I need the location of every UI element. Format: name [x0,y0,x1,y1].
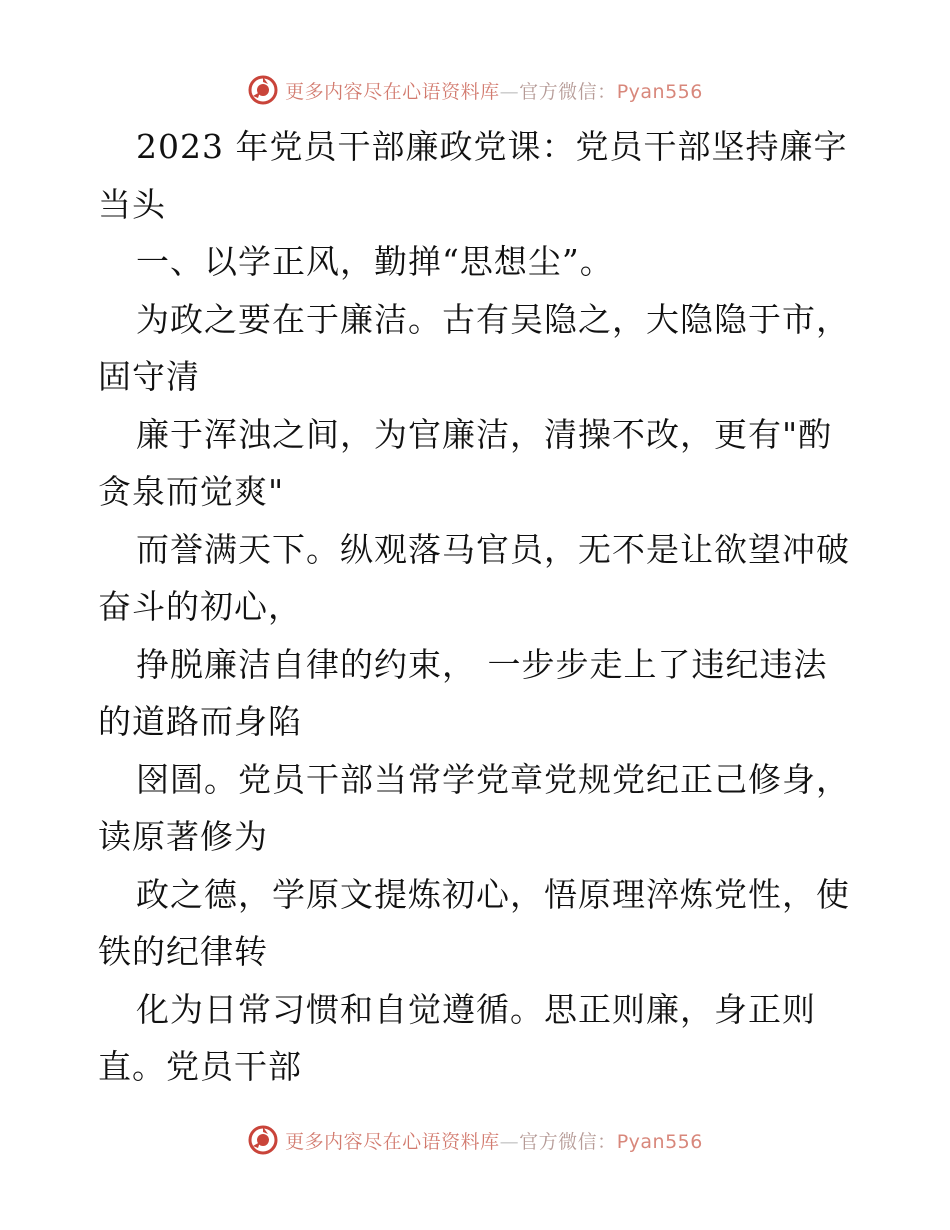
banner-wechat-id: Pyan556 [616,1130,703,1153]
text-line: 挣脱廉洁自律的约束， 一步步走上了违纪违法 [136,644,828,684]
text-line: 而誉满天下。纵观落马官员，无不是让欲望冲破 [136,529,850,569]
text-line: 读原著修为 [98,817,268,856]
doc-title-line-1: 2023 年党员干部廉政党课：党员干部坚持廉字 [136,127,848,166]
doc-title-line-2: 当头 [98,184,166,224]
text-line: 贪泉而觉爽" [98,472,285,511]
document-body [98,118,858,1096]
banner-main-text: 更多内容尽在心语资料库 [285,80,500,103]
text-line: 化为日常习惯和自觉遵循。思正则廉，身正则 [136,989,816,1029]
text-line: 直。党员干部 [98,1047,302,1086]
text-line: 廉于浑浊之间，为官廉洁，清操不改，更有"酌 [136,414,833,454]
header-banner [0,70,950,110]
seal-logo-icon [247,74,279,106]
text-line: 为政之要在于廉洁。古有吴隐之，大隐隐于市， [136,299,850,339]
text-line: 政之德，学原文提炼初心，悟原理淬炼党性，使 [136,874,850,914]
banner-separator: — [499,1130,520,1153]
section-heading: 一、以学正风，勤掸“思想尘”。 [136,242,614,281]
banner-wechat-id: Pyan556 [616,80,703,103]
banner-main-text: 更多内容尽在心语资料库 [285,1130,500,1153]
text-line: 固守清 [98,357,200,396]
banner-text [285,1127,703,1154]
text-line: 铁的纪律转 [98,932,268,971]
banner-separator: — [499,80,520,103]
text-line: 奋斗的初心， [98,587,302,626]
banner-official-label: 官方微信： [519,80,617,103]
text-line: 的道路而身陷 [98,702,302,741]
text-line: 囹圄。党员干部当常学党章党规党纪正己修身， [136,759,850,799]
footer-banner [0,1120,950,1160]
banner-official-label: 官方微信： [519,1130,617,1153]
seal-logo-icon [247,1124,279,1156]
banner-text [285,77,703,104]
